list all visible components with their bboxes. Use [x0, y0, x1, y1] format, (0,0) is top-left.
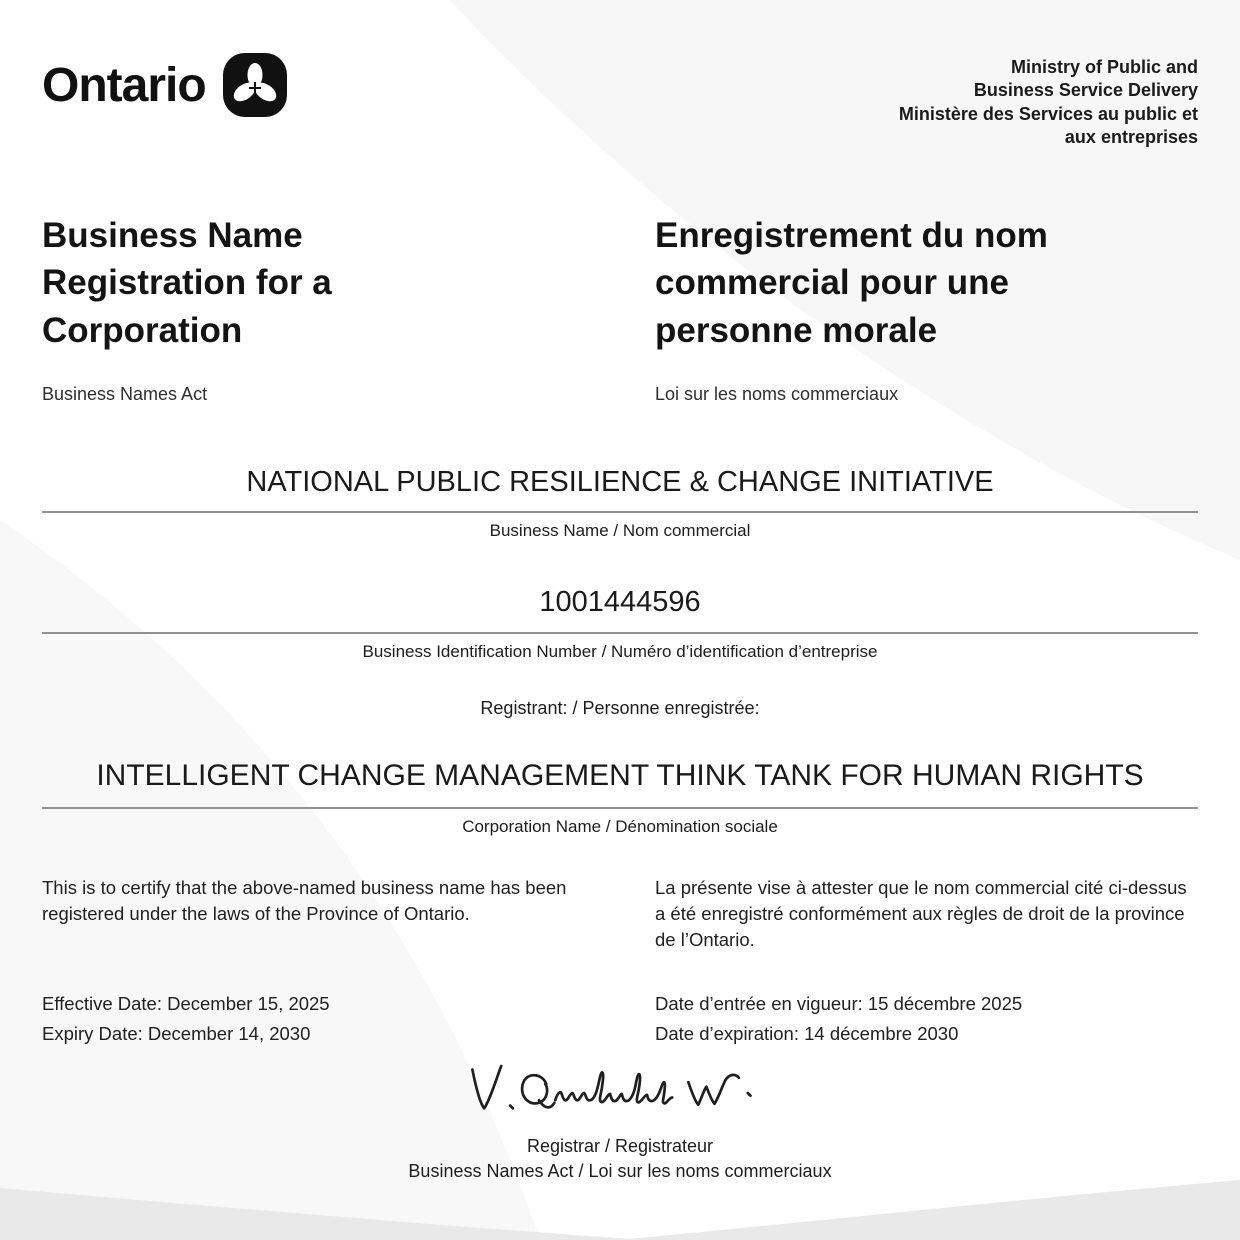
ontario-logo	[42, 52, 288, 118]
ministry-line: Ministry of Public and	[1010, 57, 1198, 77]
act-french: Loi sur les noms commerciaux	[655, 384, 899, 405]
trillium-icon	[222, 52, 288, 118]
certification-section	[42, 875, 1198, 954]
effective-date-en: Effective Date: December 15, 2025	[42, 993, 330, 1015]
registrar-signature-name	[785, 1057, 786, 1058]
bin-field	[42, 583, 1198, 661]
ontario-wordmark: Ontario	[42, 58, 206, 112]
dates-section	[42, 989, 1198, 1048]
signature-block	[42, 1057, 1198, 1182]
corporation-name-value: INTELLIGENT CHANGE MANAGEMENT THINK TANK FOR HUMAN RIGHTS	[96, 758, 1144, 792]
expiry-date-fr: Date d’expiration: 14 décembre 2030	[655, 1023, 959, 1045]
divider	[42, 632, 1198, 634]
business-name-label: Business Name / Nom commercial	[489, 521, 751, 541]
ministry-line: aux entreprises	[1064, 127, 1198, 148]
divider	[42, 807, 1198, 809]
bin-label: Business Identification Number / Numéro d’identification d’entreprise	[362, 641, 878, 661]
certify-french: La présente vise à attester que le nom commercial cité ci-dessus a été enregistré conformément aux règles de droit de la province de l’Ontario.	[655, 876, 1187, 951]
certify-english: This is to certify that the above-named business name has been registered under the laws of the Province of Ontario.	[42, 876, 567, 924]
ministry-line: Ministère des Services au public et	[898, 103, 1198, 124]
signature-act-line: Business Names Act / Loi sur les noms commerciaux	[408, 1160, 832, 1181]
corporation-name-label: Corporation Name / Dénomination sociale	[462, 816, 778, 836]
act-section	[42, 384, 1198, 405]
act-english: Business Names Act	[42, 384, 208, 405]
title-english: Business Name Registration for a Corporation	[42, 215, 332, 350]
dates-french	[655, 989, 1198, 1048]
ministry-block	[899, 52, 1198, 150]
bin-value: 1001444596	[539, 586, 701, 619]
ministry-line: Business Service Delivery	[973, 80, 1198, 101]
corporation-name-field	[42, 753, 1198, 837]
effective-date-fr: Date d’entrée en vigueur: 15 décembre 2025	[655, 993, 1023, 1015]
title-french: Enregistrement du nom commercial pour une personne morale	[655, 215, 1048, 350]
title-section	[42, 212, 1198, 355]
registrar-title: Registrar / Registrateur	[526, 1135, 714, 1156]
dates-english	[42, 989, 655, 1048]
registrant-label: Registrant: / Personne enregistrée:	[480, 697, 760, 718]
business-name-field	[42, 463, 1198, 541]
divider	[42, 511, 1198, 513]
business-name-value: NATIONAL PUBLIC RESILIENCE & CHANGE INITIATIVE	[246, 466, 994, 499]
header	[42, 0, 1198, 150]
expiry-date-en: Expiry Date: December 14, 2030	[42, 1023, 311, 1045]
registrar-signature	[455, 1057, 785, 1129]
